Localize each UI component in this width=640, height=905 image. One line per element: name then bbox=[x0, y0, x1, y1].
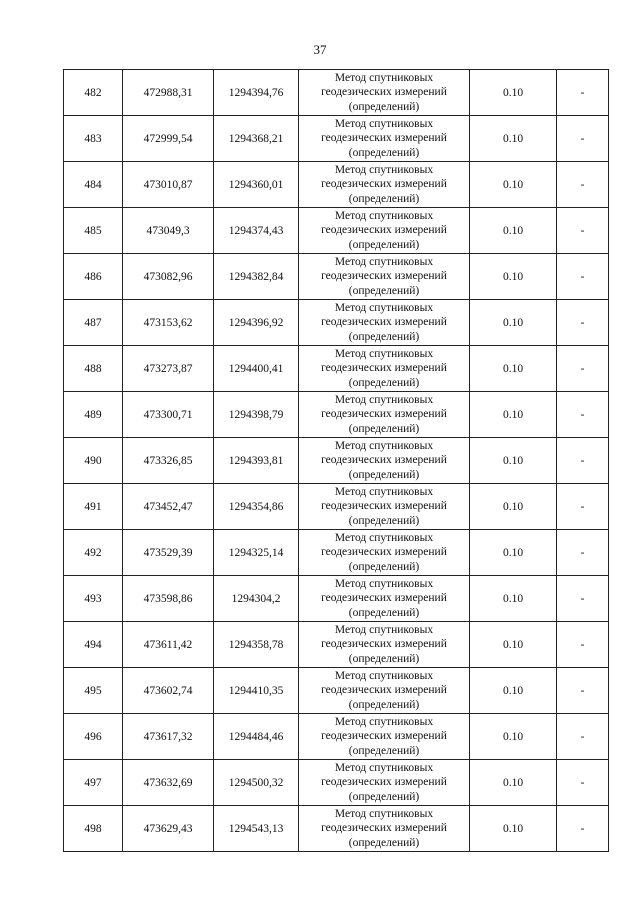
table-row bbox=[64, 668, 609, 714]
method-line: геодезических измерений bbox=[321, 132, 447, 145]
x-coordinate-cell: 473632,69 bbox=[123, 760, 214, 806]
coordinates-table bbox=[63, 69, 609, 852]
note-cell: - bbox=[557, 116, 609, 162]
method-line: геодезических измерений bbox=[321, 178, 447, 191]
method-cell bbox=[299, 300, 470, 346]
point-number-cell: 485 bbox=[64, 208, 123, 254]
method-line: геодезических измерений bbox=[321, 408, 447, 421]
point-number-cell: 497 bbox=[64, 760, 123, 806]
accuracy-cell: 0.10 bbox=[470, 714, 557, 760]
method-cell bbox=[299, 806, 470, 852]
accuracy-cell: 0.10 bbox=[470, 346, 557, 392]
method-line: Метод спутниковых bbox=[334, 577, 434, 590]
method-line: (определений) bbox=[348, 238, 420, 251]
method-line: геодезических измерений bbox=[321, 822, 447, 835]
method-cell bbox=[299, 346, 470, 392]
accuracy-cell: 0.10 bbox=[470, 254, 557, 300]
y-coordinate-cell: 1294354,86 bbox=[214, 484, 299, 530]
method-line: геодезических измерений bbox=[321, 270, 447, 283]
method-line: (определений) bbox=[348, 376, 420, 389]
method-line: геодезических измерений bbox=[321, 316, 447, 329]
method-line: (определений) bbox=[348, 468, 420, 481]
y-coordinate-cell: 1294398,79 bbox=[214, 392, 299, 438]
table-row bbox=[64, 760, 609, 806]
x-coordinate-cell: 473629,43 bbox=[123, 806, 214, 852]
method-line: Метод спутниковых bbox=[334, 163, 434, 176]
x-coordinate-cell: 472999,54 bbox=[123, 116, 214, 162]
method-line: Метод спутниковых bbox=[334, 209, 434, 222]
method-line: Метод спутниковых bbox=[334, 623, 434, 636]
note-cell: - bbox=[557, 576, 609, 622]
point-number-cell: 494 bbox=[64, 622, 123, 668]
point-number-cell: 498 bbox=[64, 806, 123, 852]
x-coordinate-cell: 472988,31 bbox=[123, 70, 214, 116]
point-number-cell: 483 bbox=[64, 116, 123, 162]
method-line: (определений) bbox=[348, 698, 420, 711]
method-line: Метод спутниковых bbox=[334, 715, 434, 728]
method-line: Метод спутниковых bbox=[334, 393, 434, 406]
y-coordinate-cell: 1294393,81 bbox=[214, 438, 299, 484]
table-row bbox=[64, 346, 609, 392]
accuracy-cell: 0.10 bbox=[470, 438, 557, 484]
method-line: Метод спутниковых bbox=[334, 255, 434, 268]
table-row bbox=[64, 530, 609, 576]
method-cell bbox=[299, 576, 470, 622]
method-line: (определений) bbox=[348, 330, 420, 343]
method-cell bbox=[299, 254, 470, 300]
x-coordinate-cell: 473529,39 bbox=[123, 530, 214, 576]
method-line: геодезических измерений bbox=[321, 684, 447, 697]
method-cell bbox=[299, 162, 470, 208]
method-cell bbox=[299, 668, 470, 714]
point-number-cell: 493 bbox=[64, 576, 123, 622]
point-number-cell: 482 bbox=[64, 70, 123, 116]
method-line: (определений) bbox=[348, 744, 420, 757]
note-cell: - bbox=[557, 530, 609, 576]
point-number-cell: 491 bbox=[64, 484, 123, 530]
table-row bbox=[64, 484, 609, 530]
note-cell: - bbox=[557, 300, 609, 346]
method-line: (определений) bbox=[348, 606, 420, 619]
method-line: (определений) bbox=[348, 652, 420, 665]
method-line: Метод спутниковых bbox=[334, 117, 434, 130]
x-coordinate-cell: 473153,62 bbox=[123, 300, 214, 346]
note-cell: - bbox=[557, 208, 609, 254]
y-coordinate-cell: 1294410,35 bbox=[214, 668, 299, 714]
method-line: Метод спутниковых bbox=[334, 807, 434, 820]
note-cell: - bbox=[557, 70, 609, 116]
accuracy-cell: 0.10 bbox=[470, 806, 557, 852]
coordinates-table-body bbox=[64, 70, 609, 852]
method-cell bbox=[299, 116, 470, 162]
method-cell bbox=[299, 760, 470, 806]
point-number-cell: 484 bbox=[64, 162, 123, 208]
method-cell bbox=[299, 392, 470, 438]
table-row bbox=[64, 438, 609, 484]
x-coordinate-cell: 473617,32 bbox=[123, 714, 214, 760]
accuracy-cell: 0.10 bbox=[470, 622, 557, 668]
method-line: геодезических измерений bbox=[321, 730, 447, 743]
method-line: геодезических измерений bbox=[321, 638, 447, 651]
point-number-cell: 495 bbox=[64, 668, 123, 714]
y-coordinate-cell: 1294382,84 bbox=[214, 254, 299, 300]
accuracy-cell: 0.10 bbox=[470, 576, 557, 622]
x-coordinate-cell: 473273,87 bbox=[123, 346, 214, 392]
x-coordinate-cell: 473010,87 bbox=[123, 162, 214, 208]
y-coordinate-cell: 1294304,2 bbox=[214, 576, 299, 622]
accuracy-cell: 0.10 bbox=[470, 484, 557, 530]
table-row bbox=[64, 116, 609, 162]
point-number-cell: 492 bbox=[64, 530, 123, 576]
x-coordinate-cell: 473611,42 bbox=[123, 622, 214, 668]
method-cell bbox=[299, 714, 470, 760]
method-line: Метод спутниковых bbox=[334, 531, 434, 544]
y-coordinate-cell: 1294400,41 bbox=[214, 346, 299, 392]
table-row bbox=[64, 162, 609, 208]
method-line: Метод спутниковых bbox=[334, 761, 434, 774]
accuracy-cell: 0.10 bbox=[470, 392, 557, 438]
note-cell: - bbox=[557, 622, 609, 668]
y-coordinate-cell: 1294360,01 bbox=[214, 162, 299, 208]
y-coordinate-cell: 1294500,32 bbox=[214, 760, 299, 806]
method-line: (определений) bbox=[348, 514, 420, 527]
accuracy-cell: 0.10 bbox=[470, 530, 557, 576]
x-coordinate-cell: 473049,3 bbox=[123, 208, 214, 254]
method-line: (определений) bbox=[348, 790, 420, 803]
method-line: (определений) bbox=[348, 422, 420, 435]
note-cell: - bbox=[557, 668, 609, 714]
accuracy-cell: 0.10 bbox=[470, 70, 557, 116]
note-cell: - bbox=[557, 760, 609, 806]
table-row bbox=[64, 254, 609, 300]
method-line: геодезических измерений bbox=[321, 592, 447, 605]
table-row bbox=[64, 70, 609, 116]
note-cell: - bbox=[557, 346, 609, 392]
point-number-cell: 489 bbox=[64, 392, 123, 438]
method-line: Метод спутниковых bbox=[334, 301, 434, 314]
table-row bbox=[64, 300, 609, 346]
accuracy-cell: 0.10 bbox=[470, 162, 557, 208]
accuracy-cell: 0.10 bbox=[470, 668, 557, 714]
x-coordinate-cell: 473452,47 bbox=[123, 484, 214, 530]
y-coordinate-cell: 1294484,46 bbox=[214, 714, 299, 760]
x-coordinate-cell: 473300,71 bbox=[123, 392, 214, 438]
page-number: 37 bbox=[313, 42, 327, 57]
note-cell: - bbox=[557, 484, 609, 530]
method-line: (определений) bbox=[348, 836, 420, 849]
table-row bbox=[64, 576, 609, 622]
point-number-cell: 487 bbox=[64, 300, 123, 346]
note-cell: - bbox=[557, 438, 609, 484]
method-line: (определений) bbox=[348, 284, 420, 297]
method-cell bbox=[299, 622, 470, 668]
method-line: Метод спутниковых bbox=[334, 485, 434, 498]
method-cell bbox=[299, 530, 470, 576]
note-cell: - bbox=[557, 392, 609, 438]
x-coordinate-cell: 473598,86 bbox=[123, 576, 214, 622]
y-coordinate-cell: 1294374,43 bbox=[214, 208, 299, 254]
method-line: (определений) bbox=[348, 560, 420, 573]
x-coordinate-cell: 473602,74 bbox=[123, 668, 214, 714]
accuracy-cell: 0.10 bbox=[470, 300, 557, 346]
y-coordinate-cell: 1294396,92 bbox=[214, 300, 299, 346]
method-cell bbox=[299, 70, 470, 116]
accuracy-cell: 0.10 bbox=[470, 760, 557, 806]
y-coordinate-cell: 1294325,14 bbox=[214, 530, 299, 576]
table-row bbox=[64, 714, 609, 760]
note-cell: - bbox=[557, 806, 609, 852]
note-cell: - bbox=[557, 254, 609, 300]
table-row bbox=[64, 208, 609, 254]
method-line: (определений) bbox=[348, 100, 420, 113]
accuracy-cell: 0.10 bbox=[470, 116, 557, 162]
point-number-cell: 488 bbox=[64, 346, 123, 392]
method-line: (определений) bbox=[348, 146, 420, 159]
method-line: геодезических измерений bbox=[321, 546, 447, 559]
method-cell bbox=[299, 484, 470, 530]
method-line: геодезических измерений bbox=[321, 454, 447, 467]
method-line: геодезических измерений bbox=[321, 362, 447, 375]
note-cell: - bbox=[557, 162, 609, 208]
method-line: Метод спутниковых bbox=[334, 71, 434, 84]
method-line: геодезических измерений bbox=[321, 500, 447, 513]
method-line: геодезических измерений bbox=[321, 86, 447, 99]
point-number-cell: 496 bbox=[64, 714, 123, 760]
point-number-cell: 490 bbox=[64, 438, 123, 484]
method-cell bbox=[299, 208, 470, 254]
y-coordinate-cell: 1294543,13 bbox=[214, 806, 299, 852]
point-number-cell: 486 bbox=[64, 254, 123, 300]
method-line: Метод спутниковых bbox=[334, 439, 434, 452]
table-row bbox=[64, 622, 609, 668]
table-row bbox=[64, 806, 609, 852]
method-line: Метод спутниковых bbox=[334, 347, 434, 360]
method-cell bbox=[299, 438, 470, 484]
x-coordinate-cell: 473082,96 bbox=[123, 254, 214, 300]
method-line: геодезических измерений bbox=[321, 224, 447, 237]
accuracy-cell: 0.10 bbox=[470, 208, 557, 254]
note-cell: - bbox=[557, 714, 609, 760]
y-coordinate-cell: 1294394,76 bbox=[214, 70, 299, 116]
method-line: (определений) bbox=[348, 192, 420, 205]
y-coordinate-cell: 1294358,78 bbox=[214, 622, 299, 668]
x-coordinate-cell: 473326,85 bbox=[123, 438, 214, 484]
y-coordinate-cell: 1294368,21 bbox=[214, 116, 299, 162]
method-line: геодезических измерений bbox=[321, 776, 447, 789]
table-row bbox=[64, 392, 609, 438]
method-line: Метод спутниковых bbox=[334, 669, 434, 682]
